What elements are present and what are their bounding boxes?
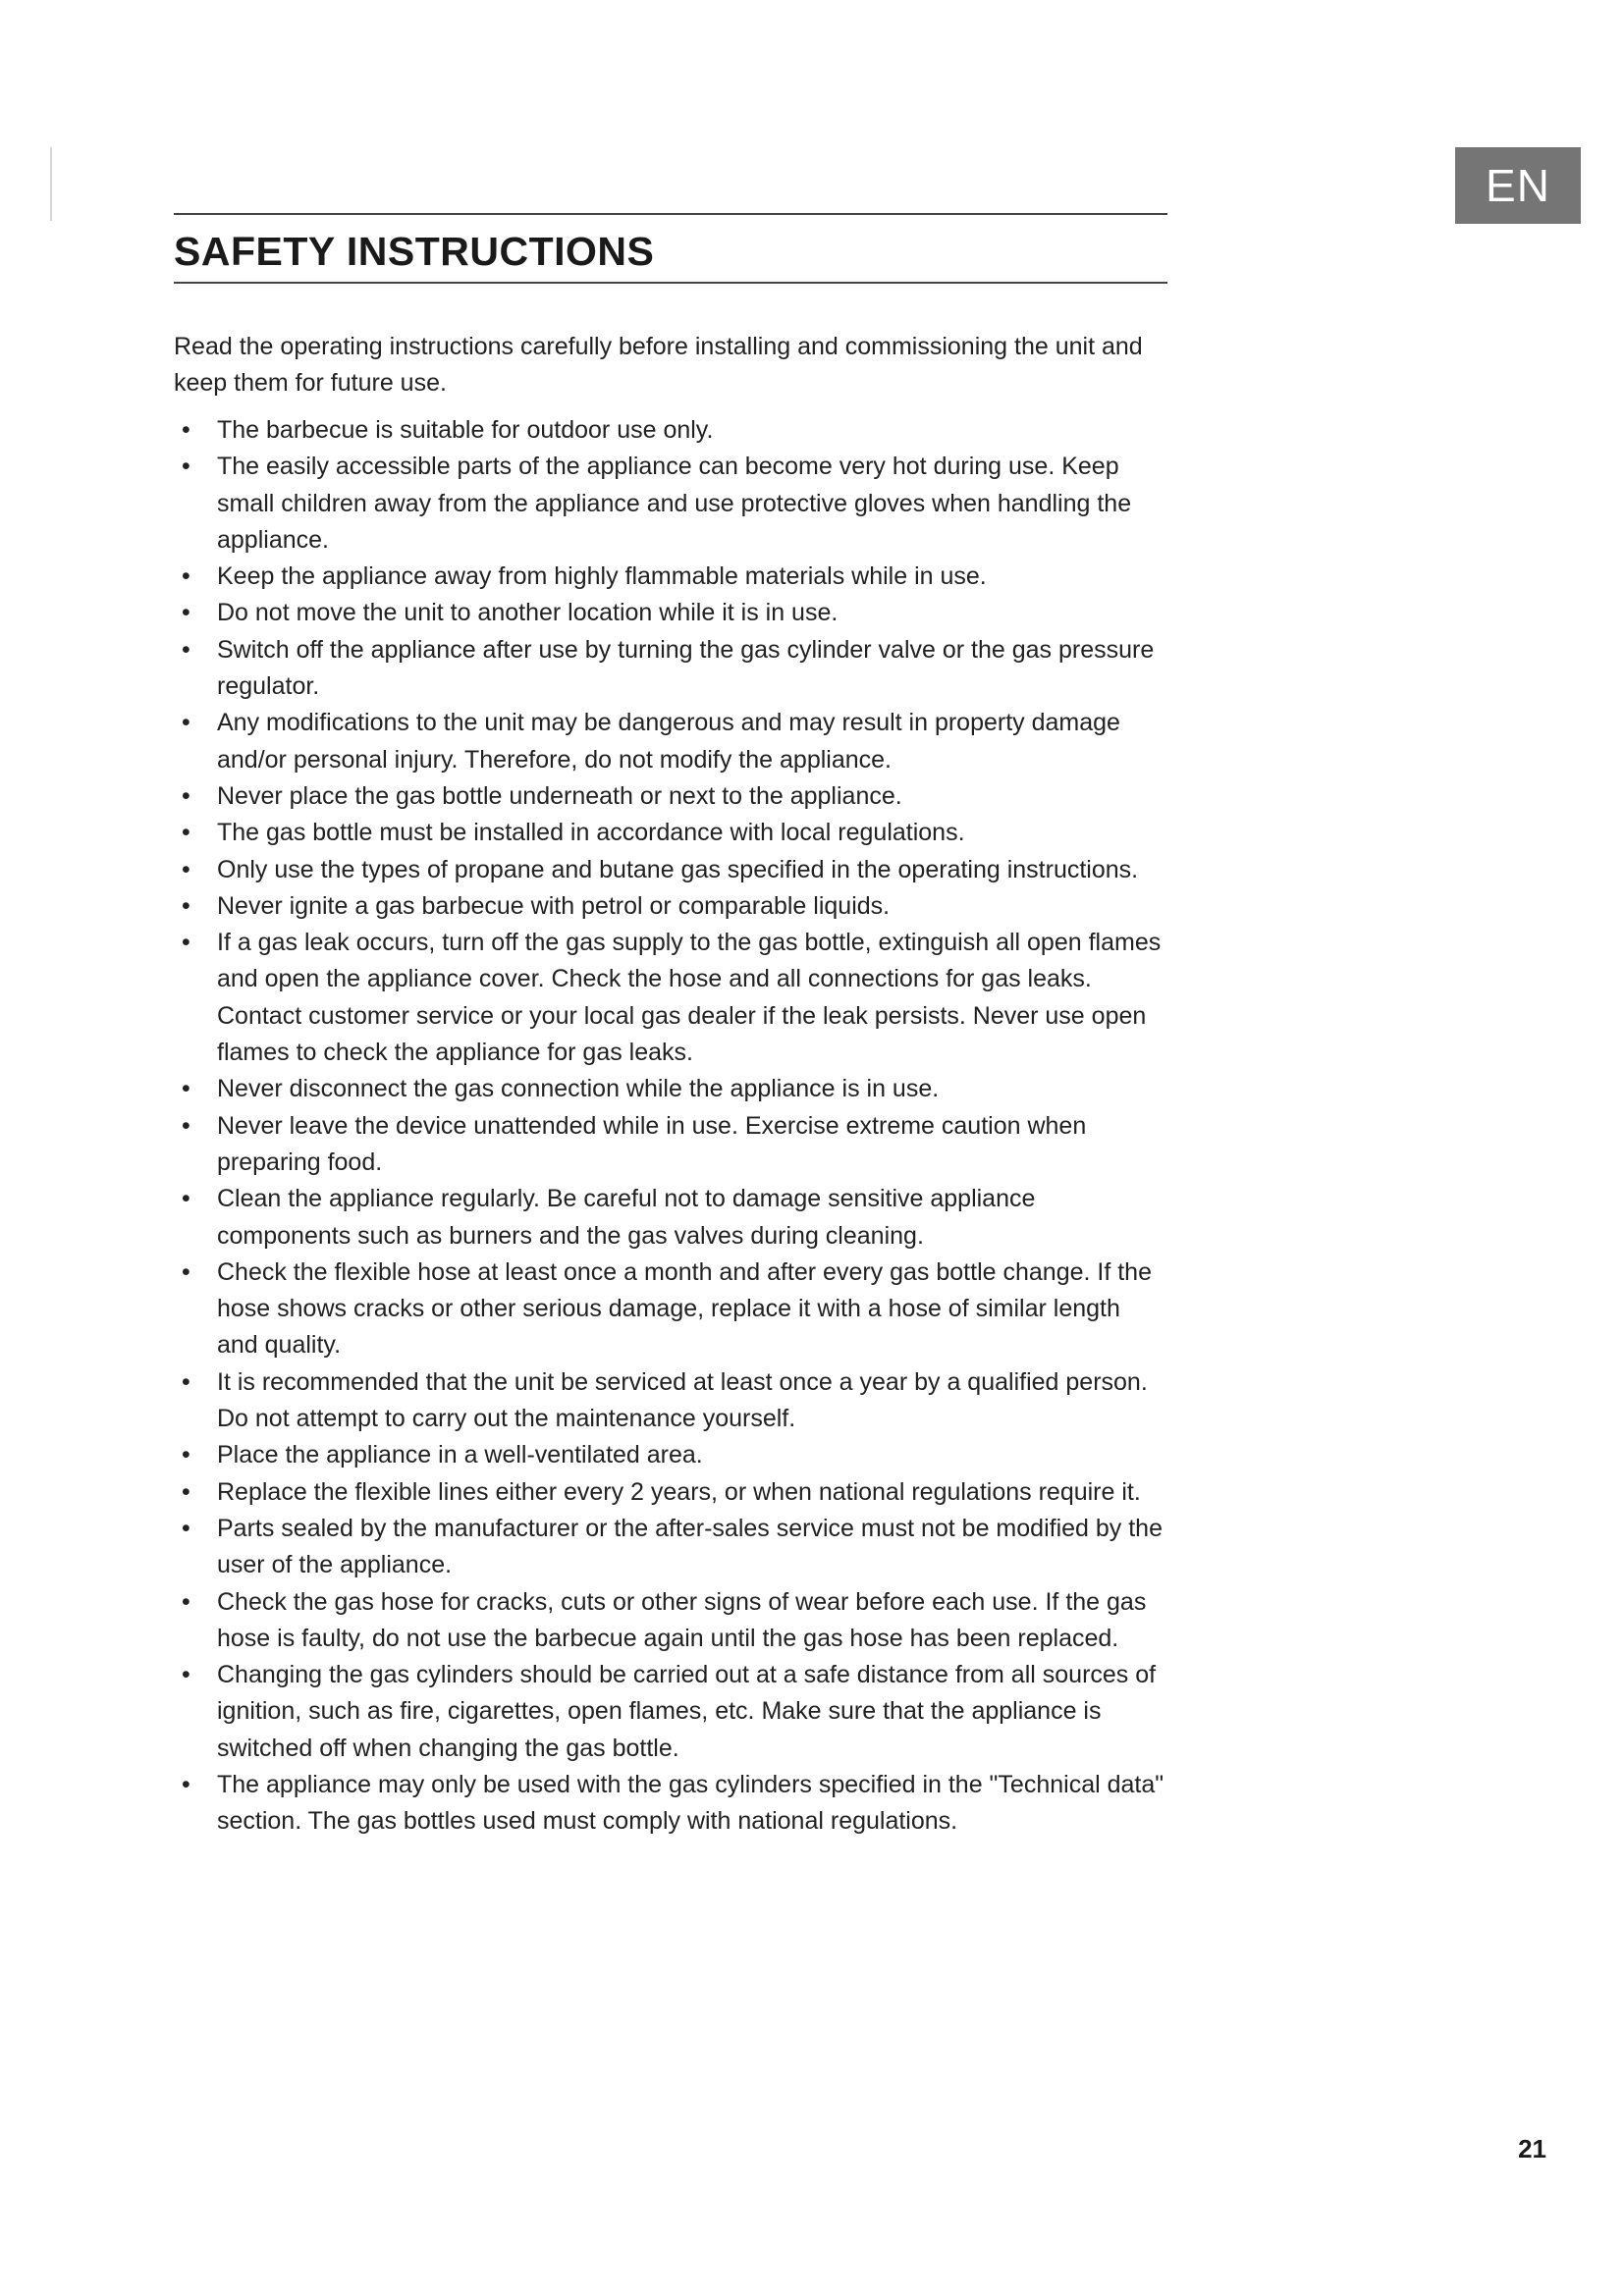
list-item-text: Never disconnect the gas connection while the appliance is in use.: [217, 1075, 940, 1103]
list-item: [174, 1108, 1167, 1182]
bullet-icon: •: [182, 781, 190, 810]
list-item-text: The appliance may only be used with the gas cylinders specified in the "Technical data" section. The gas bottles used must comply with national regulations.: [217, 1770, 1164, 1836]
title-rule-bottom: [174, 282, 1167, 284]
list-item-text: It is recommended that the unit be serviced at least once a year by a qualified person. Do not attempt to carry out the maintenance yourself.: [217, 1367, 1148, 1433]
bullet-icon: •: [182, 855, 190, 883]
bullet-icon: •: [182, 1441, 190, 1469]
list-item: [174, 412, 1167, 449]
safety-instructions-list: [174, 412, 1167, 1841]
bullet-icon: •: [182, 562, 190, 591]
list-item-text: Never ignite a gas barbecue with petrol or comparable liquids.: [217, 891, 891, 920]
bullet-icon: •: [182, 1477, 190, 1506]
bullet-icon: •: [182, 929, 190, 957]
list-item: [174, 925, 1167, 1071]
list-item: [174, 778, 1167, 815]
bullet-icon: •: [182, 1661, 190, 1689]
list-item: [174, 595, 1167, 631]
list-item-text: The gas bottle must be installed in accordance with local regulations.: [217, 819, 965, 847]
list-item: [174, 815, 1167, 851]
list-item-text: Only use the types of propane and butane gas specified in the operating instructions.: [217, 855, 1139, 883]
bullet-icon: •: [182, 599, 190, 627]
bullet-icon: •: [182, 1514, 190, 1542]
bullet-icon: •: [182, 1185, 190, 1213]
list-item: [174, 559, 1167, 595]
list-item: [174, 1657, 1167, 1767]
list-item: [174, 1071, 1167, 1107]
list-item: [174, 1767, 1167, 1841]
bullet-icon: •: [182, 1367, 190, 1396]
bullet-icon: •: [182, 453, 190, 481]
list-item: [174, 1255, 1167, 1364]
list-item-text: The easily accessible parts of the appliance can become very hot during use. Keep small children away from the appliance and use protective gloves when handling the appliance.: [217, 453, 1132, 554]
list-item-text: Check the gas hose for cracks, cuts or other signs of wear before each use. If the gas hose is faulty, do not use the barbecue again until the gas hose has been replaced.: [217, 1587, 1147, 1652]
list-item: [174, 1364, 1167, 1438]
list-item-text: Changing the gas cylinders should be carried out at a safe distance from all sources of ignition, such as fire, cigarettes, open flames, etc. Make sure that the appliance is switched off when changing the gas bottle.: [217, 1661, 1157, 1762]
list-item-text: Never place the gas bottle underneath or next to the appliance.: [217, 781, 902, 810]
list-item: [174, 705, 1167, 778]
language-badge: EN: [1455, 147, 1581, 224]
list-item: [174, 1511, 1167, 1584]
list-item-text: Parts sealed by the manufacturer or the after-sales service must not be modified by the user of the appliance.: [217, 1514, 1163, 1579]
bullet-icon: •: [182, 635, 190, 664]
bullet-icon: •: [182, 416, 190, 444]
list-item-text: Do not move the unit to another location while it is in use.: [217, 599, 839, 627]
bullet-icon: •: [182, 1587, 190, 1616]
list-item: [174, 632, 1167, 706]
bullet-icon: •: [182, 891, 190, 920]
bullet-icon: •: [182, 709, 190, 737]
list-item: [174, 449, 1167, 559]
list-item: [174, 1437, 1167, 1473]
list-item-text: Check the flexible hose at least once a month and after every gas bottle change. If the hose shows cracks or other serious damage, replace it with a hose of similar length and quality.: [217, 1257, 1152, 1360]
bullet-icon: •: [182, 1770, 190, 1798]
list-item-text: The barbecue is suitable for outdoor use only.: [217, 416, 714, 444]
list-item: [174, 1181, 1167, 1255]
list-item-text: Switch off the appliance after use by turning the gas cylinder valve or the gas pressure regulator.: [217, 635, 1155, 701]
page-number: 21: [1518, 2134, 1546, 2163]
list-item-text: Never leave the device unattended while in use. Exercise extreme caution when preparing food.: [217, 1111, 1087, 1176]
list-item-text: Clean the appliance regularly. Be careful not to damage sensitive appliance components such as burners and the gas valves during cleaning.: [217, 1185, 1036, 1250]
list-item-text: Replace the flexible lines either every 2 years, or when national regulations require it.: [217, 1477, 1141, 1506]
margin-line: [50, 147, 52, 221]
list-item-text: Keep the appliance away from highly flammable materials while in use.: [217, 562, 987, 591]
page-title: SAFETY INSTRUCTIONS: [174, 229, 655, 274]
bullet-icon: •: [182, 1257, 190, 1286]
list-item-text: If a gas leak occurs, turn off the gas supply to the gas bottle, extinguish all open flames and open the appliance cover. Check the hose and all connections for gas leaks. Contact customer service or your local gas dealer if the leak persists. Never use open flames to check the appliance for gas leaks.: [217, 929, 1162, 1067]
bullet-icon: •: [182, 1075, 190, 1103]
list-item-text: Any modifications to the unit may be dangerous and may result in property damage and/or personal injury. Therefore, do not modify the appliance.: [217, 709, 1120, 774]
bullet-icon: •: [182, 819, 190, 847]
title-rule-top: [174, 213, 1167, 215]
list-item: [174, 888, 1167, 925]
list-item: [174, 852, 1167, 888]
list-item: [174, 1474, 1167, 1511]
list-item: [174, 1584, 1167, 1658]
bullet-icon: •: [182, 1111, 190, 1140]
list-item-text: Place the appliance in a well-ventilated area.: [217, 1441, 703, 1469]
intro-paragraph: Read the operating instructions carefully before installing and commissioning the unit and keep them for future use.: [174, 333, 1143, 398]
